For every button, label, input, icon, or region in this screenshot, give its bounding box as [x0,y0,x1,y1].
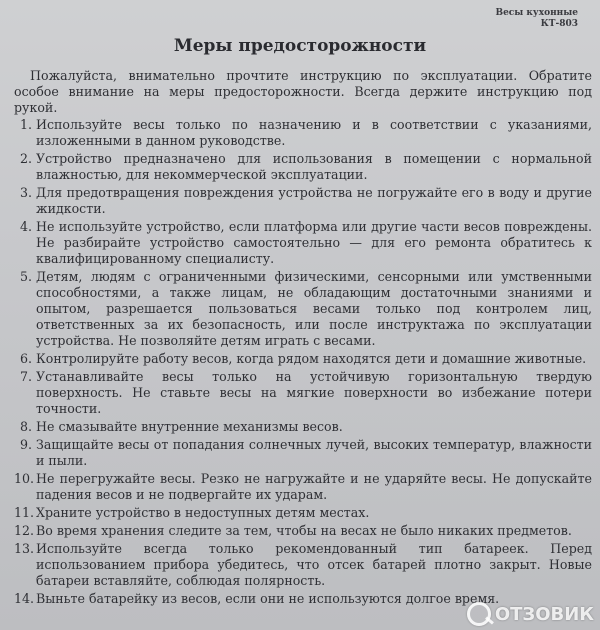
item-text: Не перегружайте весы. Резко не нагружайте и не ударяйте весы. Не допускайте падения весов и не подвергайте их ударам. [36,471,592,502]
magnifier-icon [467,602,491,626]
item-number: 8. [19,419,32,434]
list-item [14,369,592,417]
item-number: 6. [19,351,32,366]
item-number: 2. [19,151,32,166]
list-item [14,351,592,367]
list-item [14,471,592,503]
list-item [14,419,592,435]
item-text: Защищайте весы от попадания солнечных лучей, высоких температур, влажности и пыли. [36,437,592,468]
item-number: 1. [19,117,32,132]
model-number: КТ-803 [540,19,578,29]
item-text: Детям, людям с ограниченными физическими, сенсорными или умственными способностями, а также лицам, не обладающим достаточными знаниями и опытом, разрешается пользоваться весами только под контролем лиц, ответственных за их безопасность, или после инструктажа по эксплуатации устройства. Не позволяйте детям играть с весами. [36,269,592,348]
item-text: Для предотвращения повреждения устройства не погружайте его в воду и другие жидкости. [36,185,592,216]
list-item [14,219,592,267]
list-item [14,541,592,589]
item-text: Во время хранения следите за тем, чтобы на весах не было никаких предметов. [36,523,572,538]
item-text: Устанавливайте весы только на устойчивую горизонтальную твердую поверхность. Не ставьте весы на мягкие поверхности во избежание потери точности. [36,369,592,416]
intro-paragraph: Пожалуйста, внимательно прочтите инструкцию по эксплуатации. Обратите особое внимание на меры предосторожности. Всегда держите инструкцию под рукой. [14,68,592,115]
item-text: Контролируйте работу весов, когда рядом находятся дети и домашние животные. [36,351,587,366]
page-title: Меры предосторожности [173,36,427,56]
item-number: 10. [14,471,35,486]
precautions-list [14,117,592,607]
list-item [14,269,592,349]
item-number: 5. [19,269,32,284]
list-item [14,185,592,217]
document-body [14,68,592,609]
item-number: 9. [19,437,32,452]
item-text: Используйте всегда только рекомендованный тип батареек. Перед использованием прибора убедитесь, что отсек батарей плотно закрыт. Новые батареи вставляйте, соблюдая полярность. [36,541,592,588]
item-text: Используйте весы только по назначению и в соответствии с указаниями, изложенными в данном руководстве. [36,117,592,148]
item-text: Не смазывайте внутренние механизмы весов. [36,419,343,434]
item-number: 4. [19,219,32,234]
list-item [14,117,592,149]
item-text: Выньте батарейку из весов, если они не используются долгое время. [36,591,500,606]
item-number: 13. [14,541,35,556]
product-name: Весы кухонные [495,8,578,18]
list-item [14,505,592,521]
watermark-text: ОТЗОВИК [494,603,594,625]
item-text: Не используйте устройство, если платформа или другие части весов повреждены. Не разбирайте устройство самостоятельно — для его ремонта обратитесь к квалифицированному специалисту. [36,219,592,266]
list-item [14,151,592,183]
item-number: 12. [14,523,35,538]
list-item [14,523,592,539]
page-header [495,8,578,30]
item-text: Храните устройство в недоступных детям местах. [36,505,370,520]
watermark-logo [467,602,594,626]
item-text: Устройство предназначено для использования в помещении с нормальной влажностью, для некоммерческой эксплуатации. [36,151,592,182]
item-number: 11. [14,505,35,520]
item-number: 14. [14,591,35,606]
item-number: 3. [19,185,32,200]
item-number: 7. [19,369,32,384]
list-item [14,437,592,469]
